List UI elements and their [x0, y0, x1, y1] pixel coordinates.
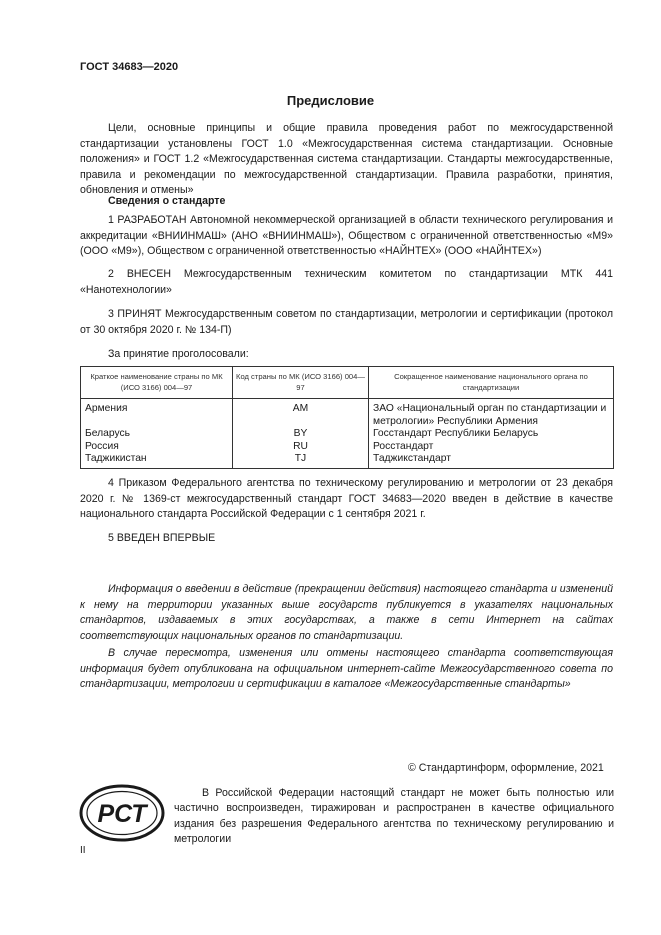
- header-country-code: Код страны по МК (ИСО 3166) 004—97: [233, 367, 369, 399]
- info-paragraph-revision: В случае пересмотра, изменения или отмены настоящего стандарта соответствующая информация будет опубликована на официальном интернет-сайте Межгосударственного совета по стандартизации, метрологии и сертификации в каталоге «Межгосударственные стандарты»: [80, 647, 613, 691]
- table-row: [81, 453, 614, 468]
- cell-country: Россия: [81, 441, 233, 454]
- table-header-row: [81, 367, 614, 399]
- item-1-developed: 1 РАЗРАБОТАН Автономной некоммерческой организацией в области технического регулирования и аккредитации «ВНИИНМАШ» (АНО «ВНИИНМАШ»), Обществом с ограниченной ответственностью «М9» (ООО «М9»), Обществом с ограниченной ответственностью «НАЙНТЕХ» (ООО «НАЙНТЕХ»): [80, 214, 613, 258]
- cell-code: BY: [233, 428, 369, 441]
- cell-body: ЗАО «Национальный орган по стандартизации и метрологии» Республики Армения: [369, 399, 614, 429]
- item-5-first-introduced: 5 ВВЕДЕН ВПЕРВЫЕ: [108, 532, 216, 544]
- section-heading-about: Сведения о стандарте: [108, 195, 226, 207]
- cell-country: Беларусь: [81, 428, 233, 441]
- header-country-name: Краткое наименование страны по МК (ИСО 3166) 004—97: [81, 367, 233, 399]
- logo-lettering: РСТ: [97, 800, 147, 828]
- table-row: [81, 441, 614, 454]
- cell-code: TJ: [233, 453, 369, 468]
- cell-body: Госстандарт Республики Беларусь: [369, 428, 614, 441]
- info-paragraph-publication: Информация о введении в действие (прекращении действия) настоящего стандарта и изменений к нему на территории указанных выше государств публикуется в указателях национальных стандартов, издаваемых в этих государствах, а также в сети Интернет на сайтах соответствующих национальных органов по стандартизации.: [80, 583, 613, 642]
- page-number: II: [80, 845, 86, 856]
- table-row: [81, 428, 614, 441]
- rights-notice: В Российской Федерации настоящий стандарт не может быть полностью или частично воспроизведен, тиражирован и распространен в качестве официального издания без разрешения Федерального агентства по техническому регулированию и метрологии: [174, 787, 614, 846]
- copyright-notice: © Стандартинформ, оформление, 2021: [408, 762, 604, 774]
- voting-table: [80, 366, 614, 469]
- voted-label: За принятие проголосовали:: [108, 348, 249, 360]
- intro-paragraph: Цели, основные принципы и общие правила проведения работ по межгосударственной стандартизации установлены ГОСТ 1.0 «Межгосударственная система стандартизации. Основные положения» и ГОСТ 1.2 «Межгосударственная система стандартизации. Стандарты межгосударственные, правила и рекомендации по межгосударственной стандартизации. Правила разработки, принятия, обновления и отмены»: [80, 122, 613, 197]
- cell-body: Росстандарт: [369, 441, 614, 454]
- item-3-adopted: 3 ПРИНЯТ Межгосударственным советом по стандартизации, метрологии и сертификации (протокол от 30 октября 2020 г. № 134-П): [80, 308, 613, 336]
- item-2-introduced: 2 ВНЕСЕН Межгосударственным техническим комитетом по стандартизации МТК 441 «Нанотехнологии»: [80, 268, 613, 296]
- cell-country: Армения: [81, 399, 233, 429]
- item-4-order: 4 Приказом Федерального агентства по техническому регулированию и метрологии от 23 декабря 2020 г. № 1369-ст межгосударственный стандарт ГОСТ 34683—2020 введен в действие в качестве национального стандарта Российской Федерации с 1 сентября 2021 г.: [80, 477, 613, 521]
- cell-code: AM: [233, 399, 369, 429]
- cell-code: RU: [233, 441, 369, 454]
- header-standards-body: Сокращенное наименование национального органа по стандартизации: [369, 367, 614, 399]
- document-code: ГОСТ 34683—2020: [80, 61, 179, 73]
- table-row: [81, 399, 614, 429]
- rst-logo-icon: [79, 784, 165, 847]
- cell-country: Таджикистан: [81, 453, 233, 468]
- page-title: Предисловие: [286, 93, 375, 108]
- cell-body: Таджикстандарт: [369, 453, 614, 468]
